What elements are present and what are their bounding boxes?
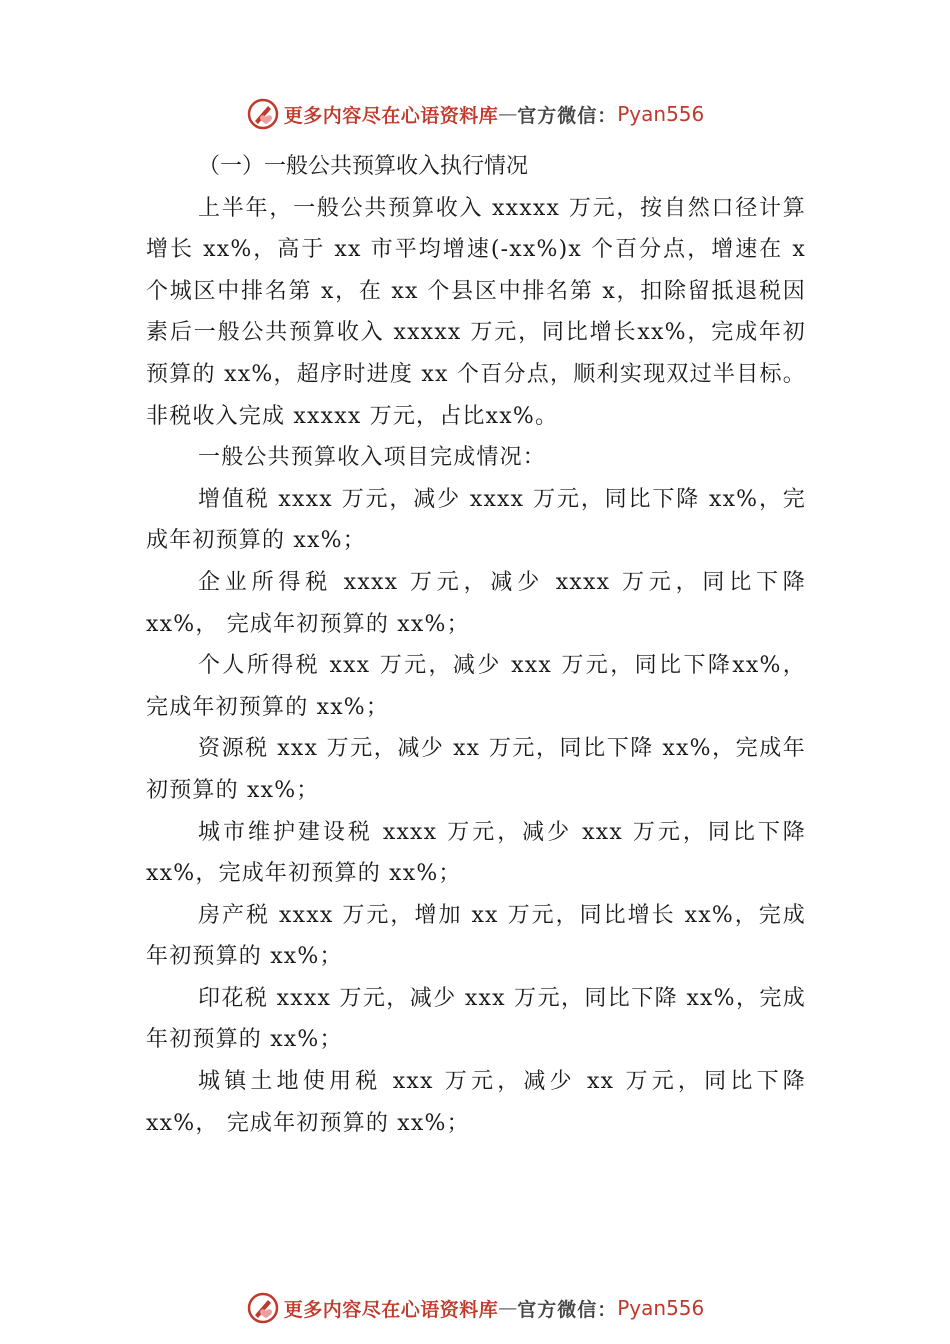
pen-heart-logo-icon xyxy=(246,97,280,131)
banner-brand-text: 更多内容尽在心语资料库 xyxy=(283,1298,499,1321)
banner-wechat-id: Pyan556 xyxy=(617,102,705,126)
paragraph-resource-tax: 资源税 xxx 万元，减少 xx 万元，同比下降 xx%，完成年初预算的 xx%； xyxy=(146,736,806,803)
paragraph-urban-construction-tax: 城市维护建设税 xxxx 万元，减少 xxx 万元，同比下降xx%，完成年初预算的 xx%； xyxy=(146,819,806,887)
banner-dash: — xyxy=(498,1297,518,1319)
banner-wechat-label: 官方微信： xyxy=(517,1298,618,1321)
footer-banner xyxy=(0,1288,950,1328)
paragraph-land-use-tax: 城镇土地使用税 xxx 万元，减少 xx 万元，同比下降xx%， 完成年初预算的 xx%； xyxy=(146,1069,806,1136)
paragraph-property-tax: 房产税 xxxx 万元，增加 xx 万元，同比增长 xx%，完成年初预算的 xx%； xyxy=(146,902,806,970)
banner-wechat-id: Pyan556 xyxy=(617,1296,705,1320)
banner-wechat-label: 官方微信： xyxy=(517,104,618,127)
section-heading: （一）一般公共预算收入执行情况 xyxy=(198,154,529,179)
pen-heart-logo-icon xyxy=(246,1291,280,1325)
paragraph-items-intro: 一般公共预算收入项目完成情况： xyxy=(198,445,547,471)
header-banner xyxy=(0,94,950,134)
banner-brand-text: 更多内容尽在心语资料库 xyxy=(283,104,499,127)
banner-dash: — xyxy=(498,103,518,125)
document-body xyxy=(146,146,806,1144)
paragraph-summary: 上半年，一般公共预算收入 xxxxx 万元，按自然口径计算增长 xx%，高于 xx 市平均增速(-xx%)x 个百分点，增速在 x 个城区中排名第 x，在 xx 个县区中排名第 x，扣除留抵退税因素后一般公共预算收入 xxxxx 万元，同比增长xx%，完成年初预算的 xx%，超序时进度 xx 个百分点，顺利实现双过半目标。非税收入完成 xxxxx 万元，占比xx%。 xyxy=(146,195,806,429)
paragraph-vat: 增值税 xxxx 万元，减少 xxxx 万元，同比下降 xx%，完成年初预算的 xx%； xyxy=(146,486,806,554)
paragraph-stamp-tax: 印花税 xxxx 万元，减少 xxx 万元，同比下降 xx%，完成年初预算的 xx%； xyxy=(146,985,806,1053)
paragraph-personal-tax: 个人所得税 xxx 万元，减少 xxx 万元，同比下降xx%， 完成年初预算的 xx%； xyxy=(146,653,806,720)
paragraph-corporate-tax: 企业所得税 xxxx 万元，减少 xxxx 万元，同比下降xx%， 完成年初预算的 xx%； xyxy=(146,569,806,637)
